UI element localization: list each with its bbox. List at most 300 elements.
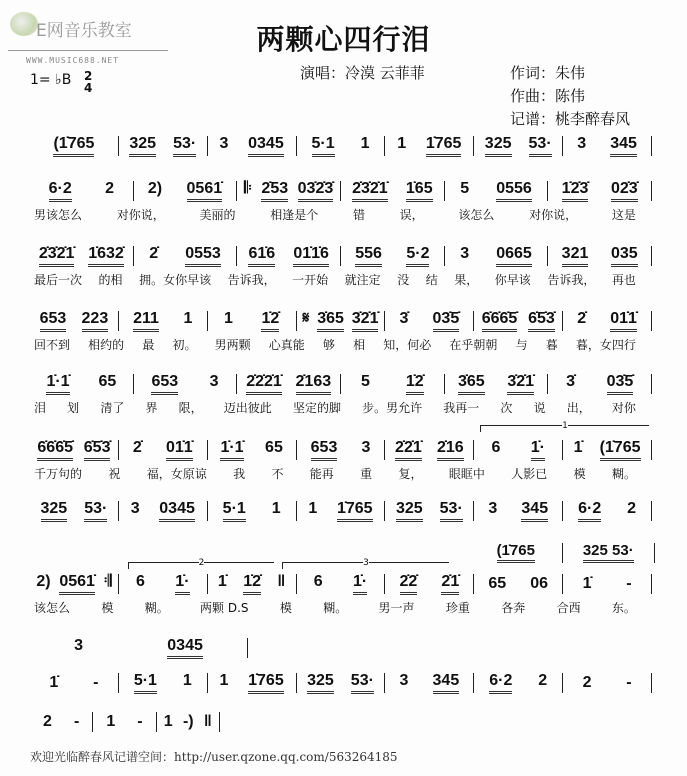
note-group: 0665	[496, 245, 532, 267]
measure	[563, 310, 651, 332]
measure	[30, 713, 92, 732]
measure	[297, 672, 385, 694]
note-group: 01̇1̇	[610, 310, 637, 332]
volta-3	[282, 558, 449, 569]
note-group: 2̇16	[437, 439, 464, 461]
note-group: 1̇·1̇	[46, 373, 69, 395]
measure	[341, 373, 444, 395]
measure	[474, 439, 562, 461]
measure	[208, 310, 296, 332]
note-group: 5·1	[134, 672, 157, 694]
measure	[548, 373, 651, 395]
measure	[30, 674, 118, 693]
measure	[548, 245, 651, 267]
note-group: 1̇2̇	[406, 373, 424, 395]
notation-row	[30, 672, 652, 694]
note-group: 2	[105, 180, 114, 197]
note-group: -)	[182, 712, 194, 730]
measure	[119, 439, 207, 461]
measure	[119, 672, 207, 694]
note-group: 2	[538, 672, 548, 689]
meter-bottom: 4	[84, 81, 93, 95]
volta-2	[128, 558, 274, 569]
barline	[247, 638, 248, 658]
lyric: 心真能	[268, 338, 305, 352]
barline	[651, 374, 652, 394]
barline	[654, 543, 655, 563]
lyric: 的相	[98, 273, 123, 287]
pickup-row	[470, 542, 655, 563]
measure	[237, 245, 340, 267]
note-group: 3̇65	[317, 310, 344, 332]
note-group: 2)	[147, 180, 163, 197]
note-group: 325	[41, 500, 68, 522]
measure	[237, 373, 340, 395]
measure	[548, 180, 651, 202]
measure	[385, 439, 473, 461]
measure	[134, 373, 237, 395]
lyric: 就注定	[344, 273, 381, 287]
notation-row	[30, 439, 652, 461]
note-group: 3	[361, 439, 371, 456]
notation-row	[30, 712, 220, 732]
measure	[563, 542, 655, 563]
lyric: 界	[145, 401, 158, 415]
note-group: (1̇765	[53, 135, 94, 157]
measure	[30, 500, 118, 522]
lyric: 告诉我，	[227, 273, 276, 287]
note-group: 556	[355, 245, 382, 267]
lyric: 在乎朝朝	[449, 338, 498, 352]
note-group: 1	[224, 310, 233, 327]
note-group: 0561̇	[187, 180, 223, 202]
lyric: 对你说，	[529, 208, 578, 222]
measure	[474, 500, 562, 522]
lyric: 美丽的	[199, 208, 236, 222]
lyric: 暮，女四行	[575, 338, 636, 352]
measure	[341, 245, 444, 267]
lyric: 模	[101, 601, 114, 615]
measure	[563, 674, 651, 693]
lyric: 人影已	[511, 467, 548, 481]
lyric: 一开始	[292, 273, 329, 287]
note-group: 1̇·	[175, 573, 189, 595]
note-group: 3	[209, 373, 219, 390]
measure	[30, 135, 118, 157]
lyric: 糊。	[144, 601, 169, 615]
lyric: 福，女原谅	[146, 467, 207, 481]
note-group: 6·2	[489, 672, 512, 694]
note-group: 1̇	[49, 673, 59, 691]
lyric: 知，何必	[383, 338, 432, 352]
composer-credit: 作曲：陈伟	[510, 87, 586, 105]
note-group: 1	[360, 135, 370, 152]
lyric: 能再	[309, 467, 334, 481]
note-group: 3̇2̇1̇	[507, 373, 534, 395]
lyric: 出，	[566, 401, 591, 415]
note-group: 3̇	[399, 310, 409, 327]
note-group: 1	[182, 672, 192, 689]
note-group: 6·2	[49, 180, 72, 202]
lyric: 次	[500, 401, 513, 415]
measure	[208, 135, 296, 157]
measure	[119, 500, 207, 522]
measure	[474, 575, 562, 594]
note-group: 211	[133, 310, 159, 332]
note-group: 61̇6	[248, 245, 275, 267]
note-group: 3	[460, 245, 470, 262]
lyrics-line	[34, 336, 636, 353]
note-group: (1̇765	[600, 439, 641, 461]
lyric: 复，	[398, 467, 423, 481]
singer-credit: 演唱：冷漠 云菲菲	[300, 64, 425, 82]
note-group: 6̇5̇3̇	[84, 439, 111, 461]
lyric: 东。	[611, 601, 636, 615]
note-group: 1	[397, 135, 407, 152]
note-group: 1̇·	[531, 439, 545, 461]
note-group: -	[626, 574, 632, 592]
note-group: 53·	[173, 135, 196, 157]
note-group: -	[137, 712, 143, 730]
note-group: 3	[74, 637, 84, 654]
lyric: 眼眶中	[448, 467, 485, 481]
lyric: 相逢是个	[270, 208, 319, 222]
lyric: 相	[353, 338, 366, 352]
barline	[651, 673, 652, 693]
volta-1	[480, 421, 649, 432]
note-group: 1	[163, 712, 173, 730]
note-group: ‖	[203, 712, 212, 730]
lyric: 该怎么	[458, 208, 495, 222]
note-group: 325	[396, 500, 423, 522]
note-group: 5·1	[223, 500, 246, 522]
note-group: 325	[307, 672, 334, 694]
notation-row	[30, 310, 652, 332]
lyric: 模	[279, 601, 292, 615]
barline	[651, 574, 652, 594]
note-group: 2̇163	[296, 373, 332, 395]
lyric: 男一声	[378, 601, 415, 615]
lyrics-line	[34, 599, 636, 616]
note-group: ‖	[277, 573, 286, 590]
note-group: 5	[361, 373, 370, 390]
measure	[30, 310, 118, 332]
notes: (1̇765	[497, 542, 535, 563]
note-group: 0556	[496, 180, 532, 202]
measure	[385, 135, 473, 157]
lyric: 回不到	[34, 338, 71, 352]
note-group: 3̇65	[458, 373, 485, 395]
lyric: 这是	[611, 208, 636, 222]
note-group: 53·	[529, 135, 552, 157]
lyric: 各奔	[501, 601, 526, 615]
note-group: 321	[562, 245, 589, 267]
lyric: 泪	[34, 401, 47, 415]
lyric: 男两颗	[214, 338, 251, 352]
note-group: 01̇1̇6	[293, 245, 329, 267]
note-group: 65	[98, 373, 117, 390]
note-group: 1̇	[573, 439, 583, 456]
lyrics-line	[34, 465, 636, 482]
note-group: 1̇	[217, 573, 227, 590]
key-signature: 1= ♭B	[30, 72, 72, 88]
lyric: 划	[67, 401, 80, 415]
lyric: 祝	[108, 467, 121, 481]
measure	[297, 573, 385, 595]
note-group: 1̇765	[337, 500, 373, 522]
note-group: 65	[488, 574, 507, 592]
lyric: 我	[233, 467, 246, 481]
note-group: 653	[40, 310, 67, 332]
note-group: 2̇	[577, 310, 587, 327]
lyric: 清了	[100, 401, 125, 415]
barline	[651, 181, 652, 201]
note-group: 𝄆	[244, 180, 252, 197]
note-group: 3̇	[566, 373, 576, 390]
measure	[474, 135, 562, 157]
measure	[385, 573, 473, 595]
note-group: 6	[491, 439, 501, 456]
measure	[445, 373, 548, 395]
logo-name: E网音乐教室	[36, 21, 132, 41]
lyrics-line	[34, 399, 636, 416]
lyric: 坚定的脚	[292, 401, 341, 415]
note-group: 0553	[185, 245, 221, 267]
measure	[208, 439, 296, 461]
notation-row	[30, 373, 652, 395]
note-group: 3	[577, 135, 587, 152]
lyric: 告诉我，	[547, 273, 596, 287]
note-group: 1	[219, 672, 229, 689]
measure	[297, 500, 385, 522]
measure	[30, 637, 247, 659]
barline	[651, 246, 652, 266]
note-group: 3	[399, 672, 409, 689]
measure	[30, 245, 133, 267]
lyric: 限，	[178, 401, 203, 415]
lyric: 对你说，	[116, 208, 165, 222]
note-group: 1̇2̇	[261, 310, 279, 332]
measure	[157, 713, 219, 732]
lyric: 两颗 D.S	[200, 601, 249, 615]
note-group: 6̇6̇6̇5̇	[482, 310, 518, 332]
measure	[563, 500, 651, 522]
measure	[385, 310, 473, 332]
lyric: 初。	[172, 338, 197, 352]
lyric: 结	[425, 273, 438, 287]
note-group: 3̇2̇1̇	[352, 310, 379, 332]
note-group: 6̇6̇6̇5̇	[37, 439, 73, 461]
note-group: 5	[460, 180, 470, 197]
note-group: 3	[130, 500, 140, 517]
note-group: 653	[311, 439, 338, 461]
note-group: 1̇·	[353, 573, 367, 595]
note-group: 2)	[36, 573, 51, 590]
time-signature	[84, 70, 92, 94]
note-group: 1	[308, 500, 318, 517]
lyric: 千万句的	[34, 467, 83, 481]
lyric: 男该怎么	[34, 208, 83, 222]
lyric: 步。男允许	[362, 401, 423, 415]
note-group: 1̇765	[426, 135, 462, 157]
note-group: 2̇2̇1̇	[395, 439, 422, 461]
lyric: 最后一次	[34, 273, 83, 287]
note-group: 𝄇	[103, 573, 112, 590]
measure	[297, 310, 385, 332]
note-group: 0561̇	[59, 573, 95, 595]
barline	[219, 712, 220, 732]
notation-row	[30, 135, 652, 157]
measure	[385, 672, 473, 694]
note-group: 1̇65	[406, 180, 433, 202]
lyric: 够	[322, 338, 335, 352]
note-group: 1	[271, 500, 281, 517]
note-group: 1	[106, 712, 116, 730]
meter-top: 2	[84, 69, 93, 83]
note-group: 06	[530, 574, 549, 592]
volta-label: 3	[363, 558, 369, 568]
note-group: 65	[265, 439, 283, 456]
barline	[651, 136, 652, 156]
notation-row	[30, 637, 248, 659]
note-group: 653	[151, 373, 178, 395]
barline	[651, 440, 652, 460]
lyric: 没	[397, 273, 410, 287]
lyric: 重	[360, 467, 373, 481]
measure	[341, 180, 444, 202]
note-group: 6	[136, 573, 145, 590]
lyric: 模	[573, 467, 586, 481]
note-group: 2̇	[132, 439, 142, 456]
measure	[297, 135, 385, 157]
note-group: 1̇2̇	[243, 573, 261, 595]
lyric: 相约的	[88, 338, 125, 352]
note-group: 1̇	[582, 574, 592, 592]
lyric: 对你	[611, 401, 636, 415]
lyrics-line	[34, 271, 636, 288]
lyric: 你早该	[494, 273, 531, 287]
volta-label: 2	[198, 558, 205, 568]
note-group: 03̇5̇	[433, 310, 460, 332]
note-group: 2̇3̇2̇1̇	[39, 245, 75, 267]
note-group: 2	[627, 500, 637, 517]
lyric: 糊。	[611, 467, 636, 481]
note-group: 2̇2̇	[400, 573, 418, 595]
note-group: 2	[582, 673, 592, 691]
notation-row	[30, 245, 652, 267]
lyric: 说	[533, 401, 546, 415]
note-group: 1̇765	[248, 672, 284, 694]
measure	[474, 672, 562, 694]
note-group: 5·2	[406, 245, 429, 267]
measure	[445, 245, 548, 267]
measure	[385, 500, 473, 522]
note-group: 1̇2̇3̇	[562, 180, 589, 202]
lyric: 果，	[454, 273, 479, 287]
note-group: 01̇1̇	[166, 439, 193, 461]
footer-link-text: 欢迎光临醉春风记谱空间：http://user.qzone.qq.com/563264185	[30, 750, 398, 764]
song-title: 两颗心四行泪	[256, 23, 431, 56]
note-group: 345	[521, 500, 548, 522]
measure	[93, 713, 155, 732]
lyric: 迈出彼此	[223, 401, 272, 415]
note-group: 1	[183, 310, 193, 327]
note-group: 223	[82, 310, 109, 332]
note-group: 6̇5̇3̇	[528, 310, 555, 332]
measure	[30, 439, 118, 461]
notation-row	[30, 500, 652, 522]
note-group: 2̇3̇2̇1̇	[352, 180, 388, 202]
note-group: 03̇5̇	[607, 373, 634, 395]
lyric: 拥。女你早该	[139, 273, 212, 287]
lyric: 不	[271, 467, 284, 481]
lyric: 误，	[399, 208, 424, 222]
note-group: 345	[433, 672, 460, 694]
lyric: 糊。	[323, 601, 348, 615]
measure	[563, 575, 651, 594]
measure	[208, 672, 296, 694]
note-group: 6·2	[578, 500, 601, 522]
measure	[119, 310, 207, 332]
note-group: -	[73, 712, 80, 730]
lyric: 合西	[556, 601, 581, 615]
note-group: 3	[488, 500, 498, 517]
note-group: -	[626, 673, 632, 691]
lyric: 错	[352, 208, 365, 222]
lyric: 再也	[611, 273, 636, 287]
note-group: 2̇1̇	[441, 573, 459, 595]
note-group: 325	[485, 135, 512, 157]
note-group: 3	[219, 135, 229, 152]
note-group: 2̇2̇2̇1̇	[246, 373, 282, 395]
measure	[208, 573, 296, 595]
note-group: 53·	[84, 500, 107, 522]
lyric: 该怎么	[34, 601, 71, 615]
lyric: 与	[515, 338, 528, 352]
note-group: 02̇3̇	[611, 180, 638, 202]
logo-url: WWW.MUSIC688.NET	[26, 56, 120, 65]
note-group: -	[93, 673, 99, 691]
measure	[445, 180, 548, 202]
measure	[119, 135, 207, 157]
note-group: 𝄋	[302, 310, 310, 327]
measure	[30, 573, 118, 595]
lyric: 我再一	[443, 401, 480, 415]
note-group: 2	[43, 712, 52, 730]
lyric: 珍重	[445, 601, 470, 615]
measure	[470, 542, 562, 563]
measure	[563, 135, 651, 157]
volta-label: 1	[562, 421, 568, 431]
barline	[651, 501, 652, 521]
measure	[474, 310, 562, 332]
barline	[651, 311, 652, 331]
measure	[563, 439, 651, 461]
note-group: 0345	[248, 135, 284, 157]
notes: 325 53·	[583, 542, 634, 563]
notation-row	[30, 573, 652, 595]
measure	[134, 180, 237, 202]
note-group: 5·1	[312, 135, 335, 157]
lyricist-credit: 作词：朱伟	[510, 64, 586, 82]
note-group: 2̇	[149, 245, 159, 262]
note-group: 035	[611, 245, 638, 267]
transcriber-credit: 记谱：桃李醉春风	[510, 110, 631, 128]
note-group: 1̇632̇	[88, 245, 124, 267]
note-group: 1̇·1̇	[220, 439, 243, 461]
lyric: 最	[142, 338, 155, 352]
lyrics-line	[34, 206, 636, 223]
